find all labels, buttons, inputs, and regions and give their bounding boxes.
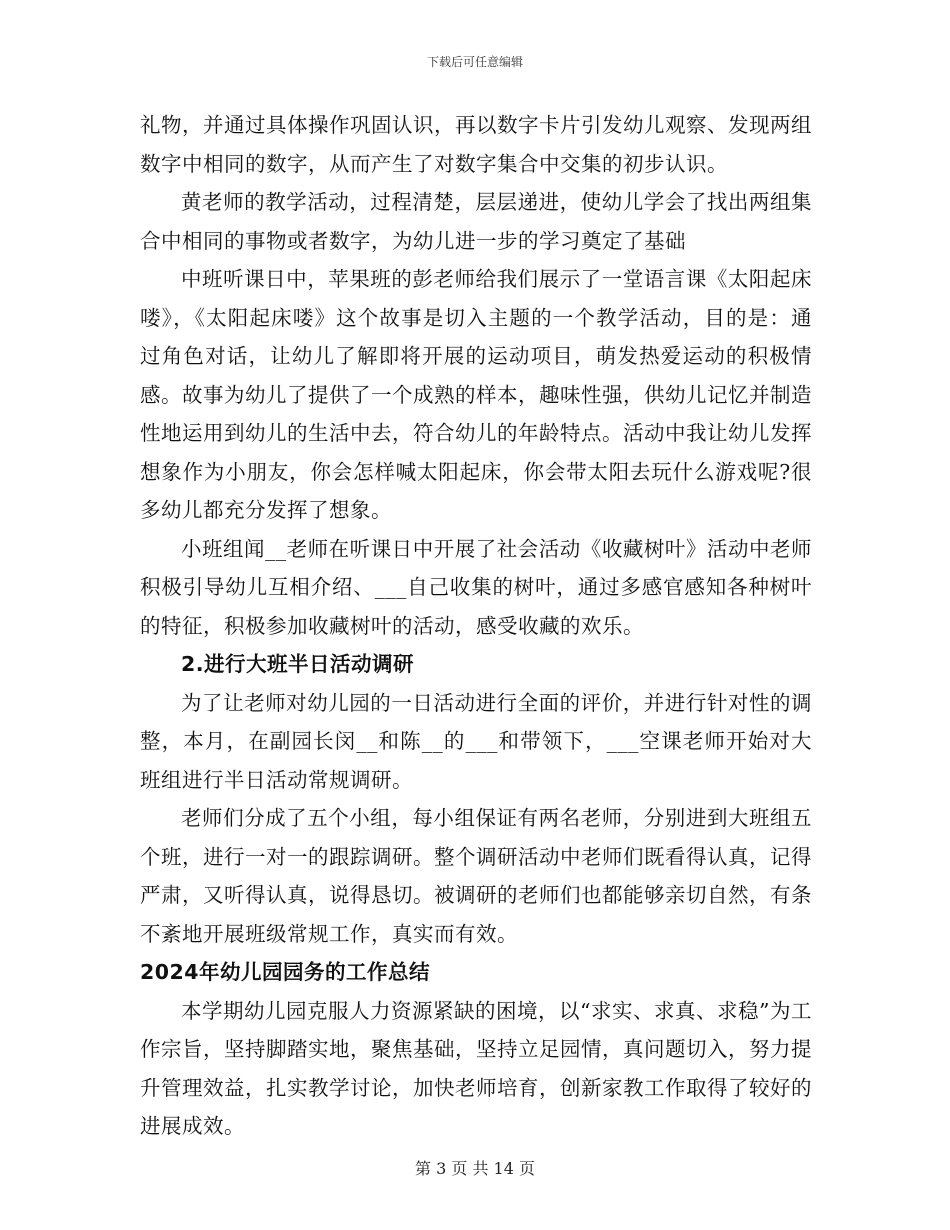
document-title: 2024年幼儿园园务的工作总结 (140, 960, 431, 984)
paragraph-3: 中班听课日中，苹果班的彭老师给我们展示了一堂语言课《太阳起床喽》，《太阳起床喽》这个故事是切入主题的一个教学活动，目的是：通过角色对话，让幼儿了解即将开展的运动项目，萌发热爱运动的积极情感。故事为幼儿了提供了一个成熟的样本，趣味性强，供幼儿记忆并制造性地运用到幼儿的生活中去，符合幼儿的年龄特点。活动中我让幼儿发挥想象作为小朋友，你会怎样喊太阳起床，你会带太阳去玩什么游戏呢?很多幼儿都充分发挥了想象。 (140, 267, 812, 522)
page-header: 下载后可任意编辑 (426, 55, 523, 69)
paragraph-5: 为了让老师对幼儿园的一日活动进行全面的评价，并进行针对性的调整，本月，在副园长闵__和陈__的___和带领下，___空课老师开始对大班组进行半日活动常规调研。 (140, 690, 812, 792)
paragraph-2: 黄老师的教学活动，过程清楚，层层递进，使幼儿学会了找出两组集合中相同的事物或者数字，为幼儿进一步的学习奠定了基础 (140, 190, 812, 253)
paragraph-7: 本学期幼儿园克服人力资源紧缺的困境，以“求实、求真、求稳”为工作宗旨，坚持脚踏实地，聚焦基础，坚持立足园情，真问题切入，努力提升管理效益，扎实教学讨论，加快老师培育，创新家教工作取得了较好的进展成效。 (140, 998, 812, 1138)
paragraph-4: 小班组闻__老师在听课日中开展了社会活动《收藏树叶》活动中老师积极引导幼儿互相介绍、___自己收集的树叶，通过多感官感知各种树叶的特征，积极参加收藏树叶的活动，感受收藏的欢乐。 (140, 536, 812, 638)
paragraph-1: 礼物，并通过具体操作巩固认识，再以数字卡片引发幼儿观察、发现两组数字中相同的数字，从而产生了对数字集合中交集的初步认识。 (140, 113, 812, 176)
section-heading: 2.进行大班半日活动调研 (181, 652, 415, 676)
paragraph-6: 老师们分成了五个小组，每小组保证有两名老师，分别进到大班组五个班，进行一对一的跟踪调研。整个调研活动中老师们既看得认真，记得严肃，又听得认真，说得恳切。被调研的老师们也都能够亲切自然，有条不紊地开展班级常规工作，真实而有效。 (140, 806, 812, 946)
document-body (140, 106, 812, 1146)
page-footer: 第 3 页 共 14 页 (415, 1159, 535, 1178)
